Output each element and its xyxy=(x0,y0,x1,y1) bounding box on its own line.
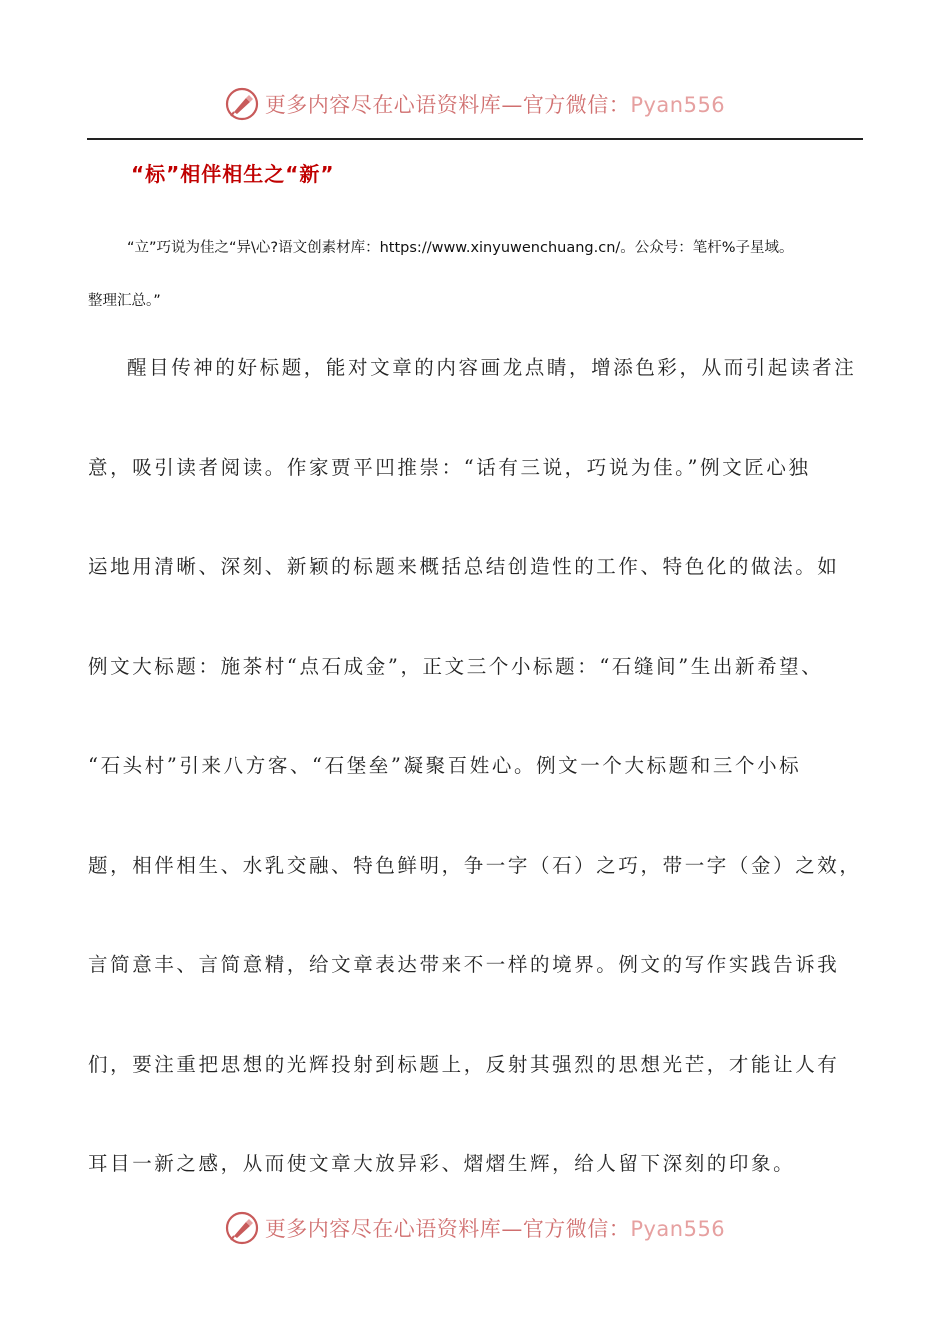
body-line: “石头村”引来八方客、“石堡垒”凝聚百姓心。例文一个大标题和三个小标 xyxy=(88,754,802,777)
pen-nib-logo-icon xyxy=(225,87,259,121)
banner-text: 更多内容尽在心语资料库—官方微信：Pyan556 xyxy=(264,1217,726,1241)
footer-banner xyxy=(0,1208,950,1248)
body-line: 例文大标题：施茶村“点石成金”，正文三个小标题：“石缝间”生出新希望、 xyxy=(88,655,824,678)
article-title: “标”相伴相生之“新” xyxy=(131,162,335,186)
body-line: 运地用清晰、深刻、新颖的标题来概括总结创造性的工作、特色化的做法。如 xyxy=(88,555,840,578)
banner-text: 更多内容尽在心语资料库—官方微信：Pyan556 xyxy=(264,93,726,117)
header-banner xyxy=(0,84,950,124)
body-line: 们，要注重把思想的光辉投射到标题上，反射其强烈的思想光芒，才能让人有 xyxy=(88,1053,840,1076)
body-line: 醒目传神的好标题，能对文章的内容画龙点睛，增添色彩，从而引起读者注 xyxy=(127,356,857,379)
source-note-line: 整理汇总。” xyxy=(88,293,161,309)
source-note-line: “立”巧说为佳之“异\心?语文创素材库：https://www.xinyuwenchuang.cn/。公众号：笔杆%子星域。 xyxy=(127,240,794,256)
header-divider xyxy=(87,138,863,140)
body-line: 题，相伴相生、水乳交融、特色鲜明，争一字（石）之巧，带一字（金）之效， xyxy=(88,854,862,877)
body-line: 耳目一新之感，从而使文章大放异彩、熠熠生辉，给人留下深刻的印象。 xyxy=(88,1152,796,1175)
body-line: 意，吸引读者阅读。作家贾平凹推崇：“话有三说，巧说为佳。”例文匠心独 xyxy=(88,456,811,479)
body-line: 言简意丰、言简意精，给文章表达带来不一样的境界。例文的写作实践告诉我 xyxy=(88,953,840,976)
pen-nib-logo-icon xyxy=(225,1211,259,1245)
